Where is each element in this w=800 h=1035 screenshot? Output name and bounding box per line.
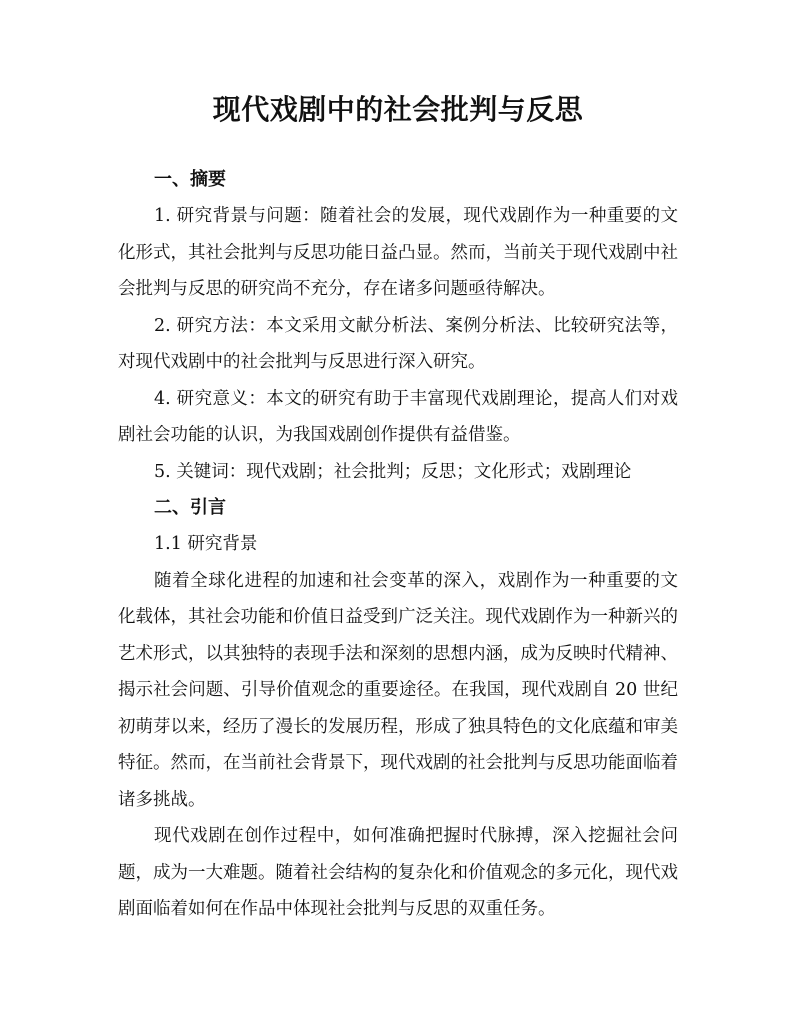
section-heading-introduction: 二、引言 xyxy=(154,497,226,518)
document-title: 现代戏剧中的社会批判与反思 xyxy=(212,93,584,126)
section-introduction xyxy=(118,490,678,928)
abstract-paragraph-background: 1. 研究背景与问题：随着社会的发展，现代戏剧作为一种重要的文化形式，其社会批判与反思功能日益凸显。然而，当前关于现代戏剧中社会批判与反思的研究尚不充分，存在诸多问题亟待解决。 xyxy=(118,206,678,299)
section-heading-abstract: 一、摘要 xyxy=(154,169,226,190)
intro-paragraph-2: 现代戏剧在创作过程中，如何准确把握时代脉搏，深入挖掘社会问题，成为一大难题。随着社会结构的复杂化和价值观念的多元化，现代戏剧面临着如何在作品中体现社会批判与反思的双重任务。 xyxy=(118,826,678,919)
document-page xyxy=(118,88,678,928)
abstract-paragraph-method: 2. 研究方法：本文采用文献分析法、案例分析法、比较研究法等，对现代戏剧中的社会批判与反思进行深入研究。 xyxy=(118,315,678,372)
abstract-paragraph-significance: 4. 研究意义：本文的研究有助于丰富现代戏剧理论，提高人们对戏剧社会功能的认识，为我国戏剧创作提供有益借鉴。 xyxy=(118,388,678,445)
section-abstract xyxy=(118,162,678,490)
abstract-paragraph-keywords: 5. 关键词：现代戏剧；社会批判；反思；文化形式；戏剧理论 xyxy=(154,461,632,482)
subsection-heading-background: 1.1 研究背景 xyxy=(154,534,258,554)
intro-paragraph-1: 随着全球化进程的加速和社会变革的深入，戏剧作为一种重要的文化载体，其社会功能和价值日益受到广泛关注。现代戏剧作为一种新兴的艺术形式，以其独特的表现手法和深刻的思想内涵，成为反映时代精神、揭示社会问题、引导价值观念的重要途径。在我国，现代戏剧自 20 世纪初萌芽以来，经历了漫长的发展历程，形成了独具特色的文化底蕴和审美特征。然而，在当前社会背景下，现代戏剧的社会批判与反思功能面临着诸多挑战。 xyxy=(118,570,678,810)
